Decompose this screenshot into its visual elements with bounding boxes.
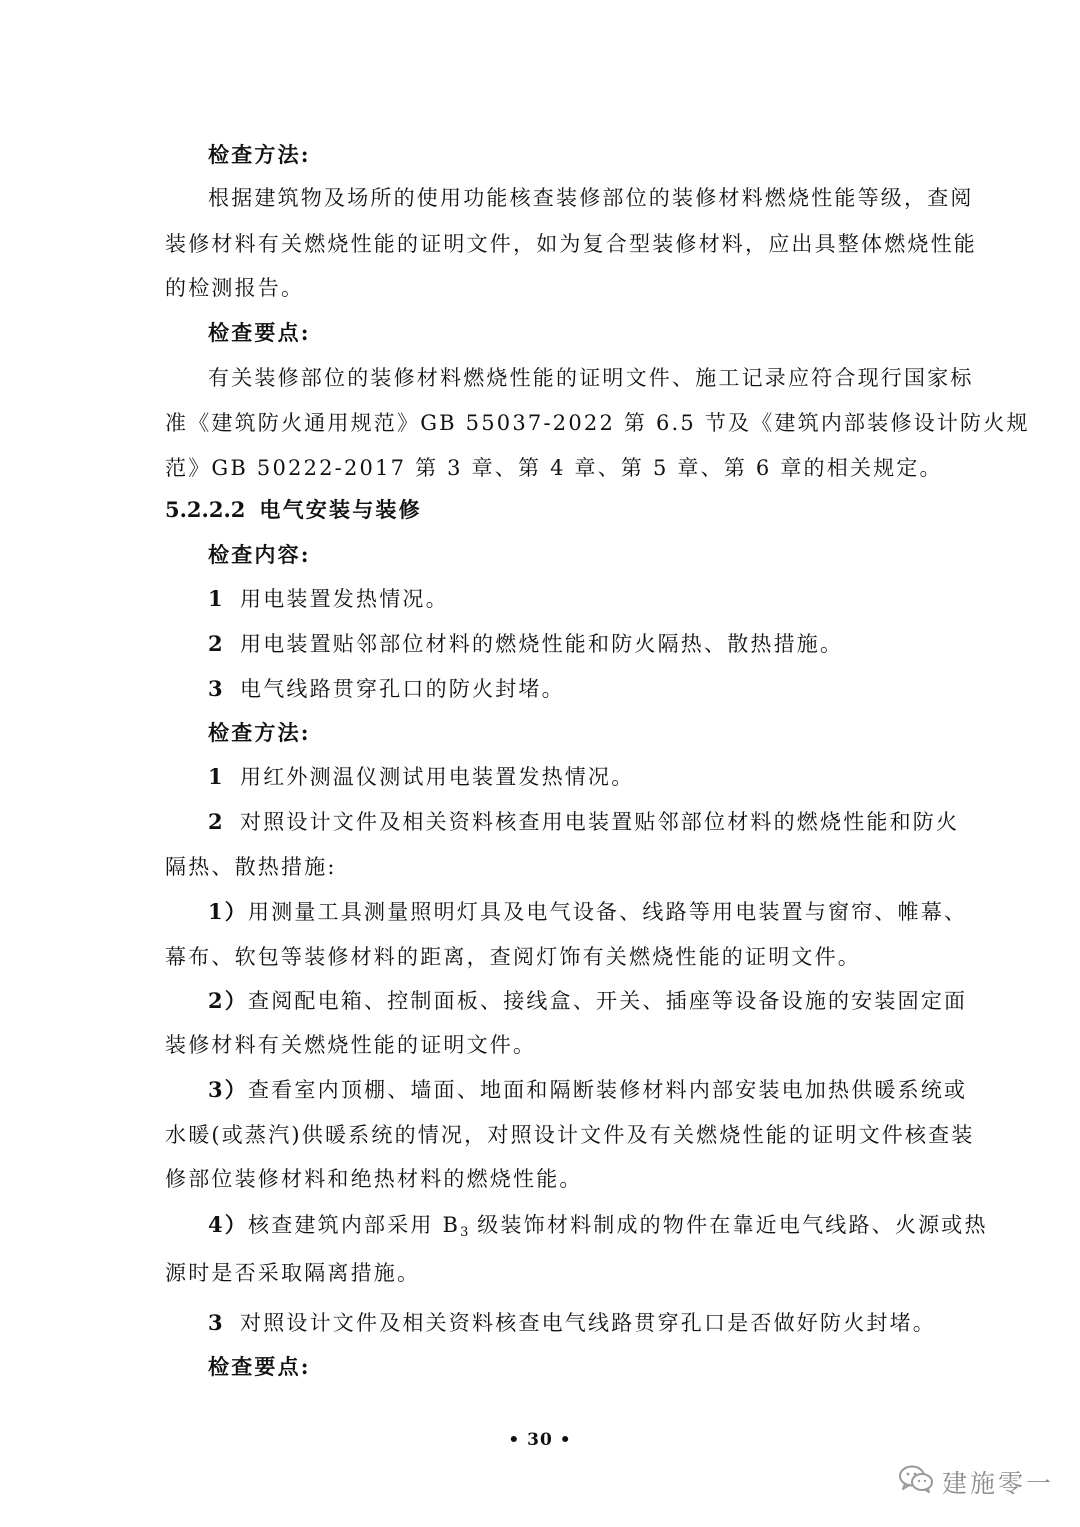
list-item (208, 807, 959, 837)
sub-list-number: 1） (208, 899, 249, 924)
wechat-icon (898, 1464, 942, 1500)
sub-list-item (208, 1075, 967, 1105)
list-number: 2 (208, 631, 225, 656)
sub-list-item (208, 986, 967, 1016)
section-number: 5.2.2.2 (165, 497, 246, 522)
page-number: • 30 • (508, 1430, 572, 1450)
list-number: 1 (208, 586, 225, 611)
paragraph-line: 修部位装修材料和绝热材料的燃烧性能。 (165, 1167, 583, 1191)
paragraph-line: 装修材料有关燃烧性能的证明文件。 (165, 1033, 537, 1057)
paragraph-line: 有关装修部位的装修材料燃烧性能的证明文件、施工记录应符合现行国家标 (208, 366, 974, 390)
sub-list-number: 4） (208, 1212, 249, 1237)
subscript: 3 (460, 1225, 469, 1240)
paragraph-line: 幕布、软包等装修材料的距离，查阅灯饰有关燃烧性能的证明文件。 (165, 945, 861, 969)
list-item (208, 629, 843, 659)
watermark (898, 1462, 1054, 1502)
heading-check-method: 检查方法: (208, 142, 311, 167)
sub-list-number: 3） (208, 1077, 249, 1102)
section-heading (165, 495, 422, 525)
paragraph-line: 隔热、散热措施: (165, 855, 337, 879)
sub-list-item (208, 897, 967, 927)
list-text: 用红外测温仪测试用电装置发热情况。 (240, 765, 635, 789)
list-item (208, 762, 634, 792)
paragraph-line: 装修材料有关燃烧性能的证明文件，如为复合型装修材料，应出具整体燃烧性能 (165, 232, 977, 256)
paragraph-line: 的检测报告。 (165, 276, 305, 300)
list-number: 3 (208, 1310, 225, 1335)
sub-list-text: 查看室内顶棚、墙面、地面和隔断装修材料内部安装电加热供暖系统或 (248, 1078, 968, 1102)
sub-list-text: 核查建筑内部采用 B (248, 1213, 461, 1237)
list-item (208, 674, 565, 704)
sub-list-number: 2） (208, 988, 249, 1013)
heading-check-points: 检查要点: (208, 1354, 311, 1379)
list-item (208, 584, 449, 614)
paragraph-line: 范》GB 50222-2017 第 3 章、第 4 章、第 5 章、第 6 章的相关规定。 (165, 456, 943, 480)
heading-check-content: 检查内容: (208, 542, 311, 567)
list-number: 2 (208, 809, 225, 834)
paragraph-line: 准《建筑防火通用规范》GB 55037-2022 第 6.5 节及《建筑内部装修设计防火规 (165, 411, 1030, 435)
sub-list-text: 查阅配电箱、控制面板、接线盒、开关、插座等设备设施的安装固定面 (248, 989, 968, 1013)
list-text: 用电装置贴邻部位材料的燃烧性能和防火隔热、散热措施。 (240, 632, 844, 656)
heading-check-method: 检查方法: (208, 720, 311, 745)
list-text: 用电装置发热情况。 (240, 587, 449, 611)
watermark-text: 建施零一 (942, 1469, 1055, 1498)
list-item (208, 1308, 936, 1338)
section-title: 电气安装与装修 (259, 497, 422, 522)
list-number: 3 (208, 676, 225, 701)
list-text: 对照设计文件及相关资料核查用电装置贴邻部位材料的燃烧性能和防火 (240, 810, 960, 834)
paragraph-line: 源时是否采取隔离措施。 (165, 1261, 421, 1285)
list-number: 1 (208, 764, 225, 789)
sub-list-text: 级装饰材料制成的物件在靠近电气线路、火源或热 (468, 1213, 988, 1237)
list-text: 电气线路贯穿孔口的防火封堵。 (240, 677, 565, 701)
sub-list-text: 用测量工具测量照明灯具及电气设备、线路等用电装置与窗帘、帷幕、 (248, 900, 968, 924)
paragraph-line: 根据建筑物及场所的使用功能核查装修部位的装修材料燃烧性能等级，查阅 (208, 186, 974, 210)
heading-check-points: 检查要点: (208, 320, 311, 345)
list-text: 对照设计文件及相关资料核查电气线路贯穿孔口是否做好防火封堵。 (240, 1311, 936, 1335)
paragraph-line: 水暖(或蒸汽)供暖系统的情况，对照设计文件及有关燃烧性能的证明文件核查装 (165, 1123, 975, 1147)
sub-list-item (208, 1210, 988, 1248)
